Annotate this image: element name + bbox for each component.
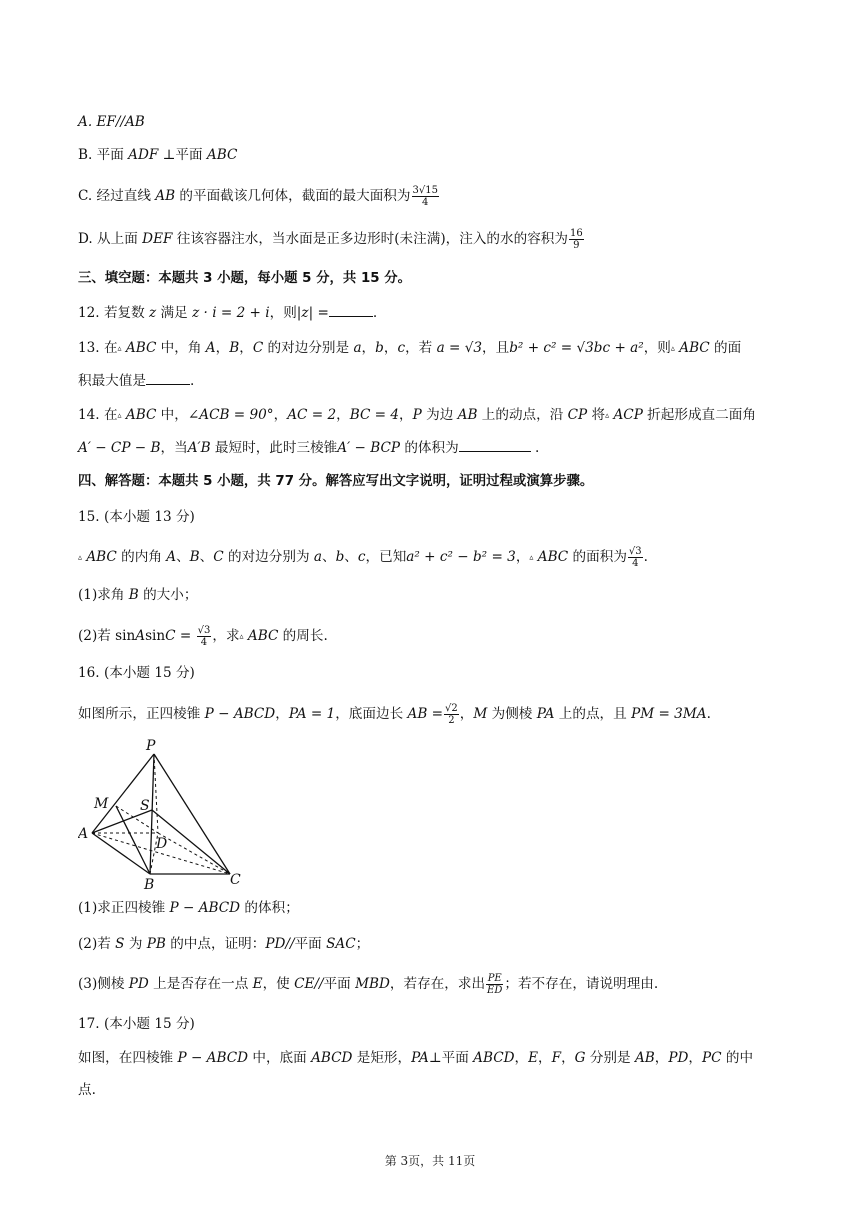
question-13-line2: 积最大值是 .	[78, 370, 194, 391]
question-17-heading: 17. (本小题 15 分)	[78, 1016, 195, 1032]
question-14: 14. 在▵ ABC 中，∠ACB = 90°，AC = 2，BC = 4，P 为边 AB 上的动点，沿 CP 将▵ ACP 折起形成直二面角	[78, 407, 756, 423]
question-12: 12. 若复数 z 满足 z · i = 2 + i，则|z| = .	[78, 302, 377, 323]
question-14-line2: A′ − CP − B，当A′B 最短时，此时三棱锥A′ − BCP 的体积为 .	[78, 437, 539, 458]
label-A: A	[78, 826, 89, 842]
question-13: 13. 在▵ ABC 中，角 A，B，C 的对边分别是 a，b，c，若 a = √3，且b² + c² = √3bc + a²，则▵ ABC 的面	[78, 340, 742, 356]
label-P: P	[146, 738, 156, 754]
section-4-heading: 四、解答题：本题共 5 小题，共 77 分。解答应写出文字说明，证明过程或演算步骤。	[78, 474, 594, 489]
question-16-stem: 如图所示，正四棱锥 P − ABCD，PA = 1，底面边长 AB = $\frac{√2}{2}$ ，M 为侧棱 PA 上的点，且 PM = 3MA.	[78, 703, 711, 726]
question-16-part1: (1)求正四棱锥 P − ABCD 的体积；	[78, 900, 299, 916]
pyramid-figure	[78, 736, 258, 892]
question-15-stem: ▵ ABC 的内角 A、B、C 的对边分别为 a、b、c，已知a² + c² − b² = 3，▵ ABC 的面积为 $\frac{√3}{4}$ .	[78, 546, 648, 569]
page-footer: 第 3页，共 11页	[384, 1154, 476, 1168]
edge-DC	[158, 833, 230, 874]
label-C: C	[230, 872, 241, 888]
label-B: B	[144, 877, 155, 892]
question-17-stem: 如图，在四棱锥 P − ABCD 中，底面 ABCD 是矩形，PA⊥平面 ABCD，E，F，G 分别是 AB，PD，PC 的中	[78, 1050, 754, 1066]
question-15-part2: (2)若 sinAsinC = $\frac{√3}{4}$ ，求▵ ABC 的周长.	[78, 625, 328, 648]
label-D: D	[156, 836, 168, 852]
question-16-heading: 16. (本小题 15 分)	[78, 665, 195, 681]
edge-AB	[92, 833, 150, 874]
edge-PD	[154, 754, 158, 833]
question-15-part1: (1)求角 B 的大小；	[78, 587, 198, 603]
edge-PC	[154, 754, 230, 874]
label-S: S	[140, 798, 150, 814]
question-16-part3: (3)侧棱 PD 上是否存在一点 E，使 CE//平面 MBD，若存在，求出 $\frac{PE}{ED}$ ；若不存在，请说明理由.	[78, 973, 659, 996]
question-17-line2: 点.	[78, 1082, 96, 1098]
question-16-part2: (2)若 S 为 PB 的中点，证明：PD//平面 SAC；	[78, 936, 370, 952]
option-a: A. EF//AB	[78, 114, 145, 130]
label-M: M	[94, 796, 109, 812]
segment-MB	[116, 806, 150, 874]
option-d: D. 从上面 DEF 往该容器注水，当水面是正多边形时(未注满)，注入的水的容积为 $\frac{16}{9}$	[78, 228, 583, 251]
section-3-heading: 三、填空题：本题共 3 小题，每小题 5 分，共 15 分。	[78, 271, 412, 286]
option-c: C. 经过直线 AB 的平面截该几何体，截面的最大面积为 $\frac{3√15}{4}$	[78, 185, 438, 208]
option-b: B. 平面 ADF ⊥平面 ABC	[78, 147, 238, 163]
question-15-heading: 15. (本小题 13 分)	[78, 509, 195, 525]
